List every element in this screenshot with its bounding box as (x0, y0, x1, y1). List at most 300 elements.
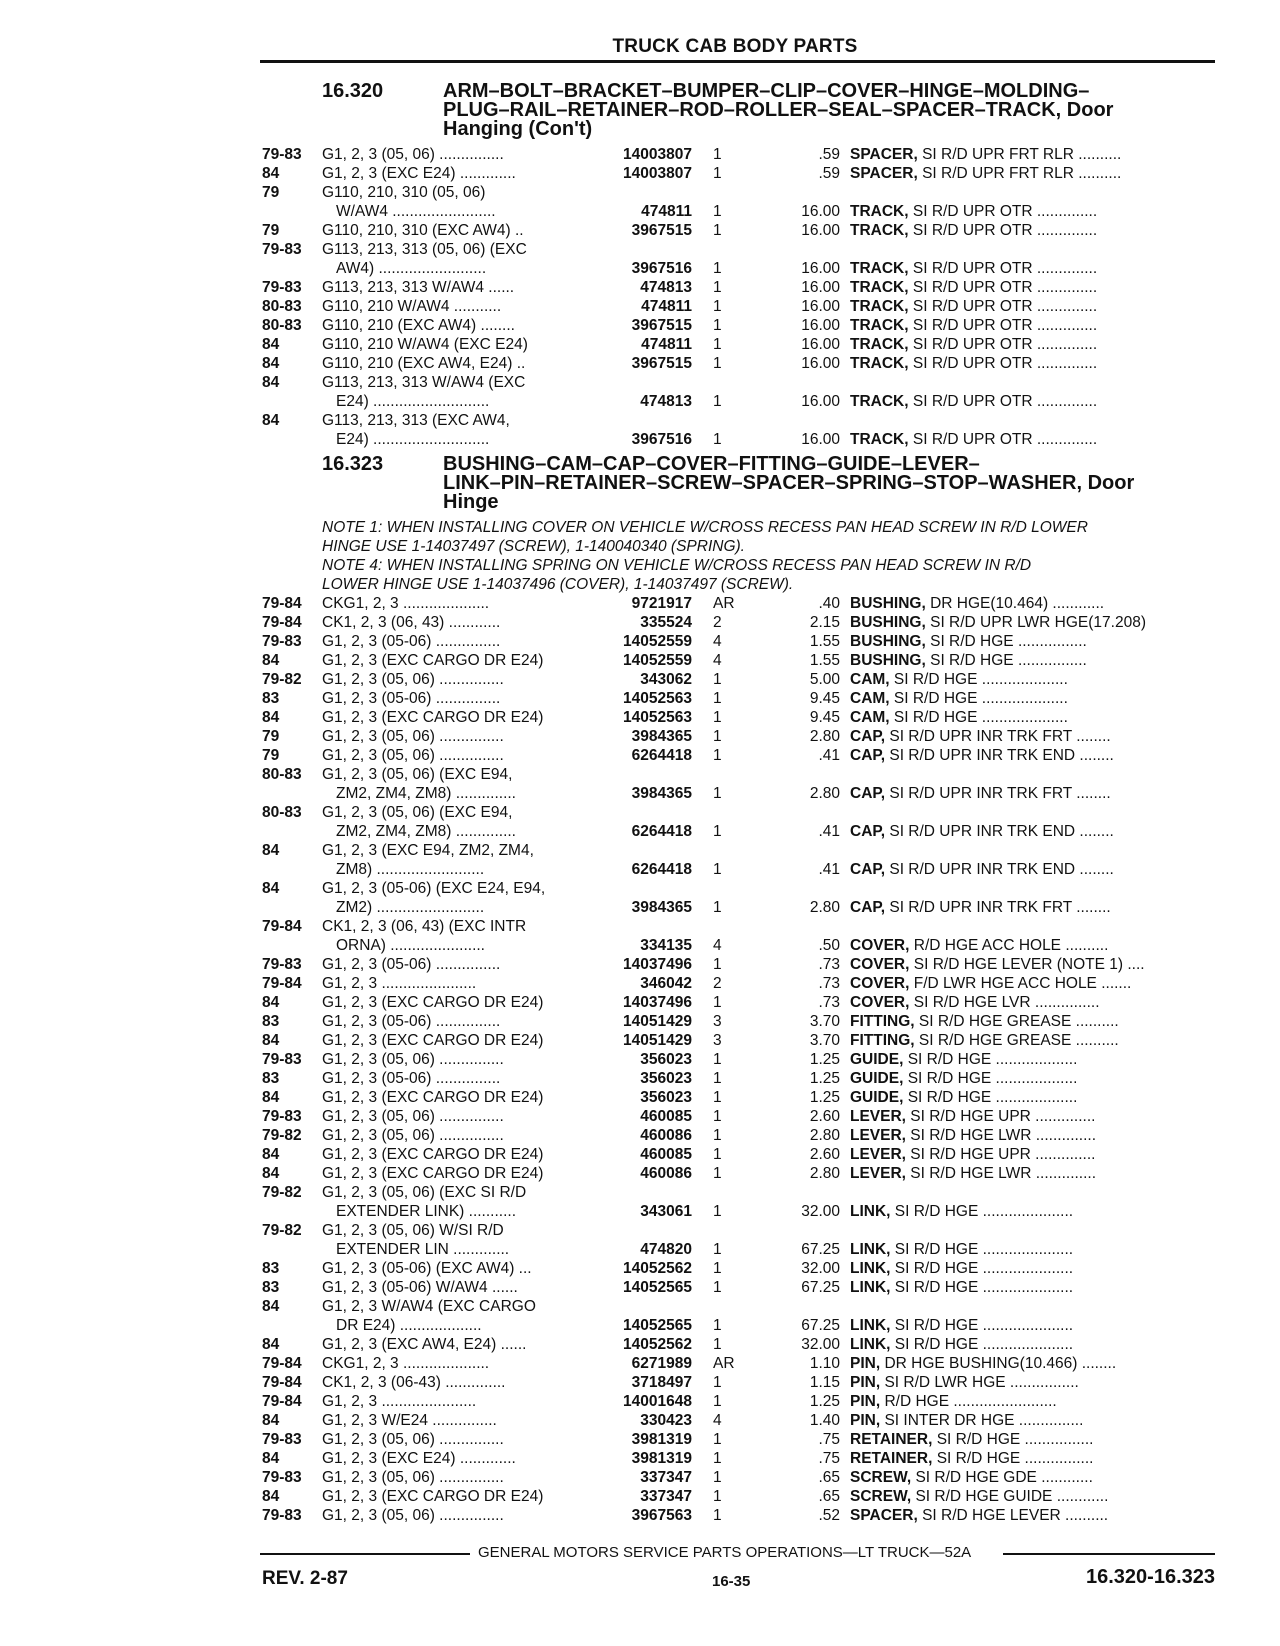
part-detail: SI R/D HGE ................ (932, 1431, 1094, 1448)
application: G1, 2, 3 (05, 06) ............... (322, 1431, 504, 1448)
quantity: 1 (713, 747, 722, 764)
price: 1.25 (809, 1089, 840, 1106)
footer-rule-right (1003, 1553, 1215, 1555)
part-number: 3967516 (631, 431, 692, 448)
model-years: 79 (262, 747, 280, 764)
part-detail: SI R/D HGE UPR .............. (905, 1108, 1096, 1125)
quantity: 2 (713, 614, 722, 631)
table-row (0, 1335, 1280, 1354)
price: 5.00 (809, 671, 840, 688)
quantity: 1 (713, 823, 722, 840)
quantity: 2 (713, 975, 722, 992)
application: CK1, 2, 3 (06, 43) ............ (322, 614, 501, 631)
model-years: 84 (262, 1165, 280, 1182)
price: 16.00 (801, 431, 840, 448)
quantity: 1 (713, 994, 722, 1011)
table-row (0, 373, 1280, 411)
part-description (850, 164, 1210, 183)
part-number: 14052562 (623, 1260, 692, 1277)
part-description (850, 1088, 1210, 1107)
part-number: 356023 (640, 1051, 692, 1068)
application: G1, 2, 3 (05-06) (EXC AW4) ... (322, 1260, 532, 1277)
part-detail: SI R/D HGE .................... (889, 709, 1068, 726)
application: CK1, 2, 3 (06, 43) (EXC INTR (322, 918, 527, 935)
part-description (850, 1164, 1210, 1183)
part-detail: SI R/D HGE ................ (925, 652, 1087, 669)
model-years: 84 (262, 709, 280, 726)
application: G113, 213, 313 (05, 06) (EXC (322, 241, 527, 258)
part-number: 14051429 (623, 1013, 692, 1030)
table-row (0, 1145, 1280, 1164)
part-detail: SI R/D UPR INR TRK FRT ........ (885, 728, 1111, 745)
table-row (0, 1107, 1280, 1126)
model-years: 83 (262, 1070, 280, 1087)
table-row (0, 1278, 1280, 1297)
application: G1, 2, 3 (05, 06) (EXC E94, (322, 804, 513, 821)
section-title: ARM–BOLT–BRACKET–BUMPER–CLIP–COVER–HINGE–MOLDING– PLUG–RAIL–RETAINER–ROD–ROLLER–SEAL–SPACER–TRACK, Door Hanging (Con't) (443, 80, 1114, 140)
part-name: COVER, (850, 956, 910, 973)
model-years: 84 (262, 1412, 280, 1429)
footer-page-number: 16-35 (712, 1573, 751, 1590)
part-name: FITTING, (850, 1013, 915, 1030)
part-number: 6271989 (631, 1355, 692, 1372)
quantity: 1 (713, 1450, 722, 1467)
part-number: 337347 (640, 1469, 692, 1486)
part-name: TRACK, (850, 431, 909, 448)
model-years: 84 (262, 1298, 280, 1315)
price: 1.55 (809, 652, 840, 669)
part-number: 474813 (640, 393, 692, 410)
application: G110, 210 (EXC AW4) ........ (322, 317, 515, 334)
part-description (850, 613, 1210, 632)
quantity: 1 (713, 709, 722, 726)
part-name: LEVER, (850, 1108, 906, 1125)
price: 1.15 (809, 1374, 840, 1391)
part-name: LEVER, (850, 1165, 906, 1182)
price: .41 (818, 861, 840, 878)
part-description (850, 1126, 1210, 1145)
part-name: TRACK, (850, 336, 909, 353)
footer-publisher: GENERAL MOTORS SERVICE PARTS OPERATIONS—LT TRUCK—52A (478, 1544, 972, 1561)
price: 67.25 (801, 1241, 840, 1258)
price: 9.45 (809, 709, 840, 726)
quantity: 1 (713, 1488, 722, 1505)
part-name: CAM, (850, 671, 890, 688)
table-row (0, 1430, 1280, 1449)
part-description (850, 1373, 1210, 1392)
table-row (0, 278, 1280, 297)
model-years: 80-83 (262, 298, 302, 315)
part-description (850, 860, 1210, 879)
part-description (850, 1316, 1210, 1335)
application: G113, 213, 313 W/AW4 (EXC (322, 374, 526, 391)
part-description (850, 784, 1210, 803)
part-description (850, 259, 1210, 278)
price: 32.00 (801, 1203, 840, 1220)
part-detail: SI R/D HGE ................ (925, 633, 1087, 650)
table-row (0, 240, 1280, 278)
part-detail: SI R/D HGE UPR .............. (905, 1146, 1096, 1163)
model-years: 79 (262, 728, 280, 745)
application: G113, 213, 313 (EXC AW4, (322, 412, 510, 429)
model-years: 80-83 (262, 766, 302, 783)
part-description (850, 1050, 1210, 1069)
part-description (850, 993, 1210, 1012)
part-name: FITTING, (850, 1032, 915, 1049)
table-row (0, 1411, 1280, 1430)
application: G110, 210, 310 (05, 06) (322, 184, 486, 201)
application: G1, 2, 3 (05, 06) ............... (322, 146, 504, 163)
price: 16.00 (801, 355, 840, 372)
application: CK1, 2, 3 (06-43) .............. (322, 1374, 506, 1391)
part-description (850, 335, 1210, 354)
table-row (0, 1069, 1280, 1088)
quantity: 1 (713, 203, 722, 220)
price: 16.00 (801, 203, 840, 220)
part-number: 14052562 (623, 1336, 692, 1353)
application: G1, 2, 3 (05-06) ............... (322, 956, 501, 973)
part-name: GUIDE, (850, 1051, 904, 1068)
quantity: 1 (713, 1165, 722, 1182)
application: G110, 210, 310 (EXC AW4) .. (322, 222, 524, 239)
quantity: 1 (713, 1203, 722, 1220)
part-number: 14037496 (623, 994, 692, 1011)
model-years: 79-84 (262, 918, 302, 935)
part-description (850, 898, 1210, 917)
application: G1, 2, 3 (EXC CARGO DR E24) (322, 1165, 544, 1182)
part-description (850, 727, 1210, 746)
application: G110, 210 W/AW4 (EXC E24) (322, 336, 528, 353)
section-title: BUSHING–CAM–CAP–COVER–FITTING–GUIDE–LEVER– LINK–PIN–RETAINER–SCREW–SPACER–SPRING–STOP–WASHER, Door Hinge (443, 453, 1135, 513)
part-detail: SI R/D HGE .................... (889, 690, 1068, 707)
part-name: TRACK, (850, 355, 909, 372)
quantity: 1 (713, 298, 722, 315)
part-number: 14052565 (623, 1279, 692, 1296)
part-detail: SI R/D HGE ..................... (890, 1203, 1074, 1220)
part-description (850, 1240, 1210, 1259)
model-years: 84 (262, 880, 280, 897)
part-number: 3984365 (631, 728, 692, 745)
part-name: LINK, (850, 1260, 891, 1277)
part-detail: SI R/D UPR OTR .............. (908, 355, 1098, 372)
part-name: SCREW, (850, 1469, 912, 1486)
part-number: 474820 (640, 1241, 692, 1258)
part-number: 14052563 (623, 709, 692, 726)
part-detail: SI R/D LWR HGE ................ (880, 1374, 1079, 1391)
part-detail: SI R/D HGE LEVER (NOTE 1) .... (909, 956, 1145, 973)
part-number: 356023 (640, 1070, 692, 1087)
part-description (850, 822, 1210, 841)
part-detail: SI R/D UPR FRT RLR .......... (917, 165, 1122, 182)
model-years: 84 (262, 842, 280, 859)
quantity: AR (713, 1355, 735, 1372)
table-row (0, 670, 1280, 689)
part-number: 3967563 (631, 1507, 692, 1524)
table-row (0, 221, 1280, 240)
part-name: CAP, (850, 747, 886, 764)
part-detail: SI R/D UPR INR TRK FRT ........ (885, 785, 1111, 802)
part-number: 346042 (640, 975, 692, 992)
part-detail: SI R/D UPR FRT RLR .......... (917, 146, 1122, 163)
table-row (0, 183, 1280, 221)
part-number: 14037496 (623, 956, 692, 973)
part-number: 3967516 (631, 260, 692, 277)
model-years: 79-83 (262, 1507, 302, 1524)
model-years: 84 (262, 1336, 280, 1353)
price: 1.55 (809, 633, 840, 650)
application: G1, 2, 3 (05, 06) ............... (322, 1469, 504, 1486)
price: 2.80 (809, 785, 840, 802)
table-row (0, 746, 1280, 765)
table-row (0, 335, 1280, 354)
price: 1.10 (809, 1355, 840, 1372)
model-years: 79-82 (262, 1127, 302, 1144)
part-name: LINK, (850, 1203, 891, 1220)
part-detail: SI R/D UPR OTR .............. (908, 393, 1098, 410)
part-description (850, 354, 1210, 373)
application: G1, 2, 3 (EXC CARGO DR E24) (322, 1488, 544, 1505)
part-number: 6264418 (631, 861, 692, 878)
part-description (850, 145, 1210, 164)
price: 16.00 (801, 260, 840, 277)
quantity: 1 (713, 1393, 722, 1410)
price: 16.00 (801, 393, 840, 410)
model-years: 79-83 (262, 241, 302, 258)
quantity: 1 (713, 899, 722, 916)
part-description (850, 1278, 1210, 1297)
table-row (0, 164, 1280, 183)
application: G1, 2, 3 ...................... (322, 1393, 477, 1410)
part-name: GUIDE, (850, 1070, 904, 1087)
part-name: CAP, (850, 861, 886, 878)
application: G1, 2, 3 (05, 06) ............... (322, 1108, 504, 1125)
model-years: 79-83 (262, 1469, 302, 1486)
part-number: 3984365 (631, 899, 692, 916)
table-row (0, 1354, 1280, 1373)
price: 1.25 (809, 1393, 840, 1410)
application: G1, 2, 3 (05, 06) W/SI R/D (322, 1222, 504, 1239)
table-row (0, 1031, 1280, 1050)
page-title: TRUCK CAB BODY PARTS (612, 36, 858, 57)
price: .59 (818, 146, 840, 163)
part-name: LINK, (850, 1279, 891, 1296)
part-description (850, 1430, 1210, 1449)
part-number: 14051429 (623, 1032, 692, 1049)
part-name: LEVER, (850, 1146, 906, 1163)
price: 2.80 (809, 1127, 840, 1144)
application: G1, 2, 3 (05-06) ............... (322, 633, 501, 650)
table-row (0, 689, 1280, 708)
part-description (850, 1012, 1210, 1031)
quantity: 1 (713, 355, 722, 372)
part-number: 3981319 (631, 1450, 692, 1467)
part-description (850, 1487, 1210, 1506)
application: ORNA) ...................... (336, 937, 485, 954)
part-detail: SI R/D HGE .................... (889, 671, 1068, 688)
part-detail: SI R/D HGE ..................... (890, 1336, 1074, 1353)
quantity: 1 (713, 222, 722, 239)
part-name: CAP, (850, 728, 886, 745)
model-years: 79-84 (262, 595, 302, 612)
quantity: 1 (713, 861, 722, 878)
part-description (850, 689, 1210, 708)
part-detail: R/D HGE ........................ (880, 1393, 1057, 1410)
part-name: LEVER, (850, 1127, 906, 1144)
price: 1.25 (809, 1070, 840, 1087)
part-name: TRACK, (850, 203, 909, 220)
price: .59 (818, 165, 840, 182)
table-row (0, 651, 1280, 670)
part-detail: SI R/D HGE LVR ............... (909, 994, 1100, 1011)
part-number: 6264418 (631, 823, 692, 840)
part-detail: SI R/D HGE GUIDE ............ (911, 1488, 1109, 1505)
quantity: 1 (713, 1317, 722, 1334)
part-description (850, 316, 1210, 335)
quantity: 3 (713, 1032, 722, 1049)
application: CKG1, 2, 3 .................... (322, 595, 490, 612)
part-name: CAM, (850, 709, 890, 726)
table-row (0, 708, 1280, 727)
application: G1, 2, 3 (05, 06) ............... (322, 1051, 504, 1068)
quantity: 1 (713, 336, 722, 353)
price: 67.25 (801, 1317, 840, 1334)
model-years: 79-83 (262, 956, 302, 973)
part-name: BUSHING, (850, 614, 926, 631)
model-years: 79-84 (262, 1393, 302, 1410)
price: 2.60 (809, 1146, 840, 1163)
part-detail: SI R/D UPR OTR .............. (908, 222, 1098, 239)
price: 2.80 (809, 899, 840, 916)
part-description (850, 1354, 1210, 1373)
part-description (850, 1449, 1210, 1468)
table-row (0, 1050, 1280, 1069)
price: 32.00 (801, 1260, 840, 1277)
quantity: 3 (713, 1013, 722, 1030)
table-row (0, 879, 1280, 917)
part-detail: SI R/D HGE GDE ............ (911, 1469, 1093, 1486)
application: G1, 2, 3 (05, 06) (EXC E94, (322, 766, 513, 783)
part-name: TRACK, (850, 279, 909, 296)
part-detail: SI R/D HGE ..................... (890, 1317, 1074, 1334)
price: 2.60 (809, 1108, 840, 1125)
part-description (850, 955, 1210, 974)
section-number: 16.320 (322, 80, 384, 102)
table-row (0, 1392, 1280, 1411)
table-row (0, 411, 1280, 449)
section-note: NOTE 1: WHEN INSTALLING COVER ON VEHICLE W/CROSS RECESS PAN HEAD SCREW IN R/D LOWER HINGE USE 1-14037497 (SCREW), 1-140040340 (SPRING). (322, 519, 1088, 555)
application: W/AW4 ........................ (336, 203, 496, 220)
part-description (850, 974, 1210, 993)
part-description (850, 1259, 1210, 1278)
model-years: 84 (262, 1450, 280, 1467)
model-years: 84 (262, 412, 280, 429)
application: G1, 2, 3 ...................... (322, 975, 477, 992)
part-name: TRACK, (850, 260, 909, 277)
table-row (0, 974, 1280, 993)
quantity: 1 (713, 165, 722, 182)
part-number: 14001648 (623, 1393, 692, 1410)
price: .73 (818, 975, 840, 992)
section-number: 16.323 (322, 453, 384, 475)
part-number: 3967515 (631, 222, 692, 239)
part-name: COVER, (850, 994, 910, 1011)
quantity: 1 (713, 431, 722, 448)
part-detail: SI R/D UPR OTR .............. (908, 431, 1098, 448)
table-row (0, 993, 1280, 1012)
table-row (0, 955, 1280, 974)
model-years: 84 (262, 1089, 280, 1106)
table-row (0, 354, 1280, 373)
price: 3.70 (809, 1032, 840, 1049)
part-number: 3967515 (631, 355, 692, 372)
application: E24) ........................... (336, 431, 490, 448)
part-detail: SI R/D HGE GREASE .......... (914, 1013, 1119, 1030)
part-description (850, 708, 1210, 727)
application: G1, 2, 3 (05-06) ............... (322, 1070, 501, 1087)
part-name: PIN, (850, 1374, 881, 1391)
part-detail: SI R/D HGE ..................... (890, 1260, 1074, 1277)
part-description (850, 1069, 1210, 1088)
part-name: TRACK, (850, 317, 909, 334)
model-years: 79-83 (262, 633, 302, 650)
table-row (0, 1297, 1280, 1335)
part-name: COVER, (850, 975, 910, 992)
quantity: AR (713, 595, 735, 612)
part-number: 334135 (640, 937, 692, 954)
quantity: 1 (713, 279, 722, 296)
part-description (850, 430, 1210, 449)
application: E24) ........................... (336, 393, 490, 410)
part-description (850, 936, 1210, 955)
part-detail: SI R/D HGE ................ (932, 1450, 1094, 1467)
price: 16.00 (801, 279, 840, 296)
quantity: 1 (713, 671, 722, 688)
application: G1, 2, 3 (EXC CARGO DR E24) (322, 1089, 544, 1106)
part-description (850, 202, 1210, 221)
part-description (850, 278, 1210, 297)
table-row (0, 1164, 1280, 1183)
table-row (0, 1506, 1280, 1525)
application: G1, 2, 3 W/E24 ............... (322, 1412, 497, 1429)
price: 16.00 (801, 336, 840, 353)
model-years: 84 (262, 652, 280, 669)
part-detail: SI INTER DR HGE ............... (880, 1412, 1084, 1429)
part-description (850, 297, 1210, 316)
model-years: 84 (262, 1146, 280, 1163)
part-name: BUSHING, (850, 652, 926, 669)
application: CKG1, 2, 3 .................... (322, 1355, 490, 1372)
quantity: 1 (713, 1469, 722, 1486)
table-row (0, 1449, 1280, 1468)
application: ZM8) ......................... (336, 861, 485, 878)
application: G1, 2, 3 (05-06) ............... (322, 1013, 501, 1030)
price: 16.00 (801, 317, 840, 334)
part-name: PIN, (850, 1412, 881, 1429)
footer-section-range: 16.320-16.323 (1085, 1566, 1215, 1588)
price: 2.15 (809, 614, 840, 631)
price: 2.80 (809, 728, 840, 745)
model-years: 79-84 (262, 1355, 302, 1372)
part-number: 14052565 (623, 1317, 692, 1334)
model-years: 79 (262, 222, 280, 239)
table-row (0, 1088, 1280, 1107)
part-description (850, 1107, 1210, 1126)
application: G1, 2, 3 (EXC E24) ............. (322, 1450, 516, 1467)
part-name: LINK, (850, 1317, 891, 1334)
part-detail: SI R/D UPR LWR HGE(17.208) (925, 614, 1147, 631)
model-years: 84 (262, 374, 280, 391)
model-years: 83 (262, 690, 280, 707)
